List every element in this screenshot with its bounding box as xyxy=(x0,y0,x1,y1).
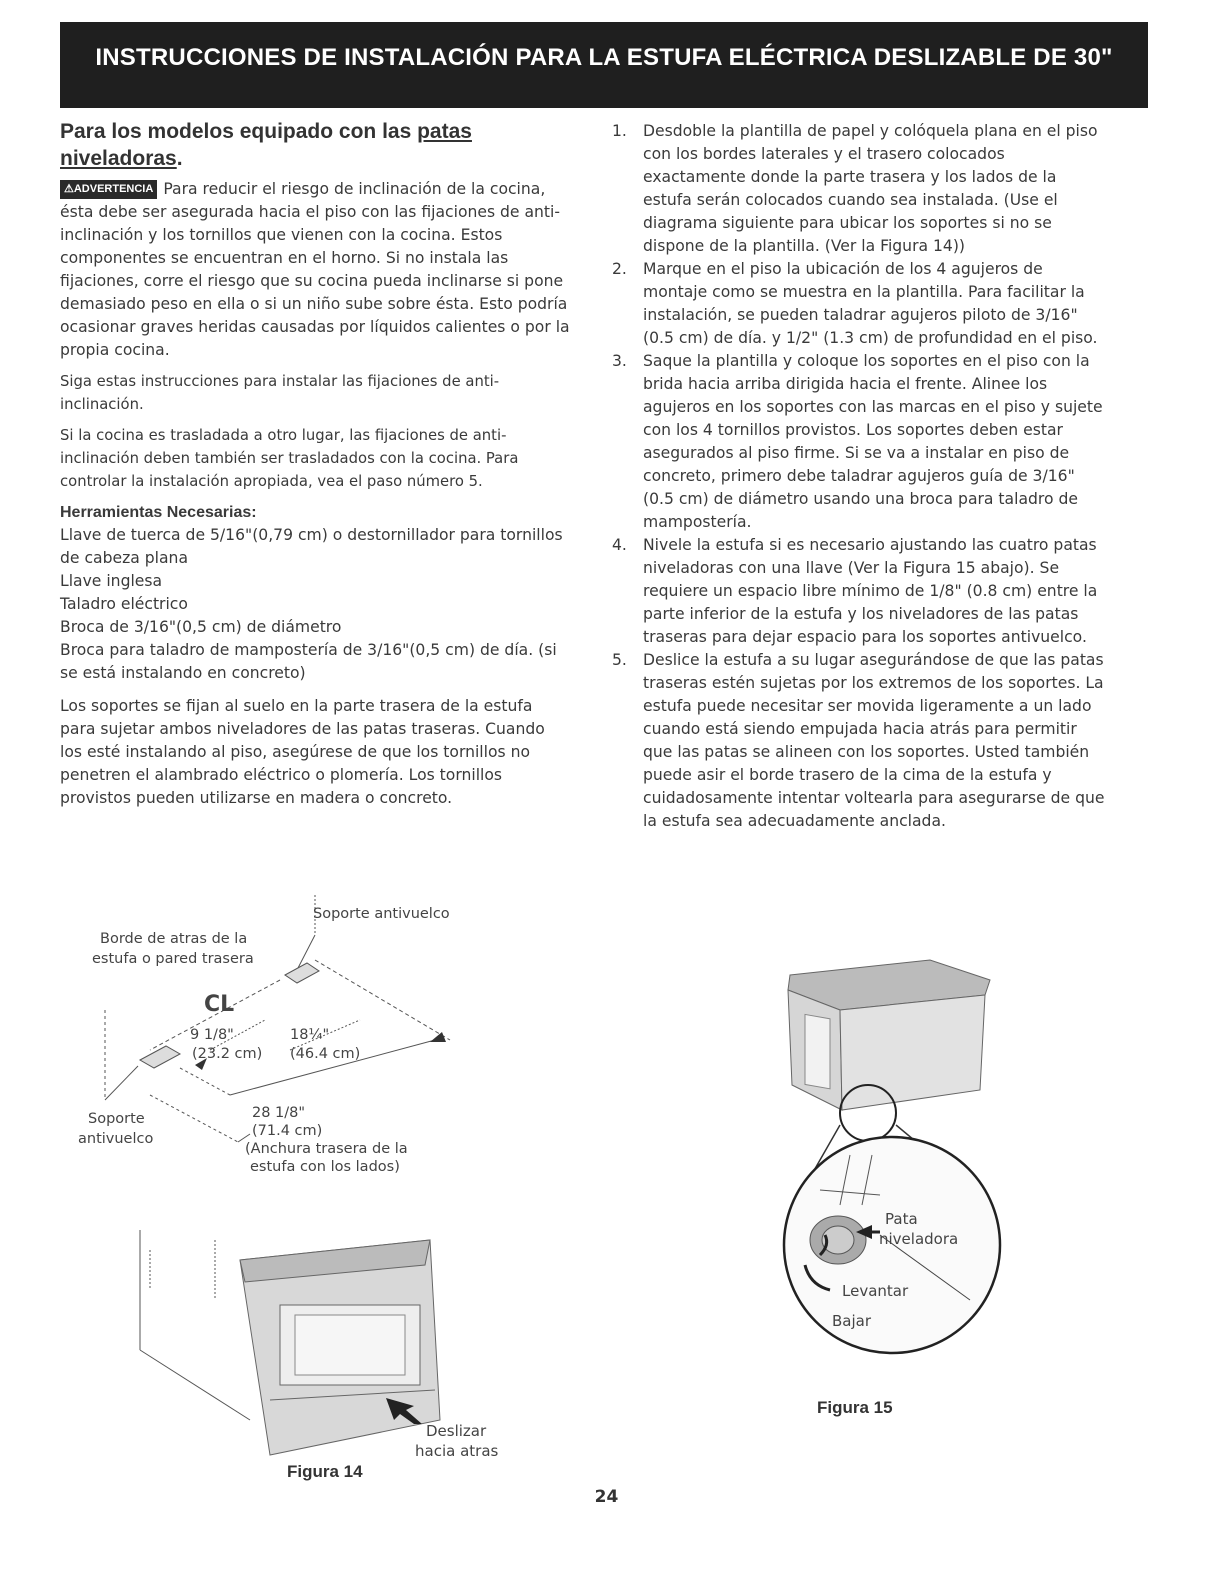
dim-width-note-2: estufa con los lados) xyxy=(250,1159,400,1175)
left-column xyxy=(60,118,570,818)
heading-end: . xyxy=(176,147,183,170)
step-text: Marque en el piso la ubicación de los 4 agujeros de montaje como se muestra en la plantilla. Para facilitar la instalación, se pueden taladrar agujeros piloto de 3/16" (0.5 cm) de día. y 1/2" (1.3 cm) de profundidad en el piso. xyxy=(643,260,1098,347)
warning-paragraph xyxy=(60,178,570,362)
dim-offset-cm: (23.2 cm) xyxy=(192,1046,263,1062)
step-item xyxy=(612,120,1110,258)
step-text: Saque la plantilla y coloque los soportes en el piso con la brida hacia arriba dirigida hacia el frente. Alinee los agujeros en los soportes con las marcas en el piso y sujete con los 4 tornillos provistos. Los soportes deben estar asegurados al piso firme. Si se va a instalar en piso de concreto, primero debe taladrar agujeros guía de 3/16" (0.5 cm) de diámetro usando una broca para taladro de mampostería. xyxy=(643,352,1103,531)
label-pata-2: niveladora xyxy=(879,1230,959,1248)
label-borde-line1: Borde de atras de la xyxy=(100,931,248,947)
warning-text: Para reducir el riesgo de inclinación de la cocina, ésta debe ser asegurada hacia el piso con las fijaciones de anti-inclinación y los tornillos que vienen con la cocina. Estos componentes se encuentran en el horno. Si no instala las fijaciones, corre el riesgo que su cocina pueda inclinarse si pone demasiado peso en ella o si un niño sube sobre ésta. Esto podría ocasionar graves heridas causadas por líquidos calientes o por la propia cocina. xyxy=(60,180,570,359)
title-banner xyxy=(60,22,1148,108)
step-text: Nivele la estufa si es necesario ajustando las cuatro patas niveladoras con una llave (Ver la Figura 15 abajo). Se requiere un espacio libre mínimo de 1/8" (0.8 cm) entre la parte inferior de la estufa y los niveladores de las patas traseras para dejar espacio para los soportes antivuelco. xyxy=(643,536,1098,646)
tool-item: Broca para taladro de mampostería de 3/16"(0,5 cm) de día. (si se está instalando en concreto) xyxy=(60,641,557,682)
step-item xyxy=(612,350,1110,534)
dim-width-in: 28 1/8" xyxy=(252,1105,306,1121)
step-number: 3. xyxy=(612,352,627,370)
right-column xyxy=(612,120,1110,833)
figure-14-caption: Figura 14 xyxy=(287,1462,363,1481)
dim-offset-in: 9 1/8" xyxy=(190,1027,234,1043)
label-bajar: Bajar xyxy=(832,1312,872,1330)
paragraph-brackets: Los soportes se fijan al suelo en la parte trasera de la estufa para sujetar ambos niveladores de las patas traseras. Cuando los esté instalando al piso, asegúrese de que los tornillos no penetren el alambrado eléctrico o plomería. Los tornillos provistos pueden utilizarse en madera o concreto. xyxy=(60,697,545,807)
tool-item: Llave de tuerca de 5/16"(0,79 cm) o destornillador para tornillos de cabeza plana xyxy=(60,526,563,567)
installation-steps xyxy=(612,120,1110,833)
step-number: 5. xyxy=(612,651,627,669)
step-text: Deslice la estufa a su lugar asegurándose de que las patas traseras estén sujetas por los extremos de los soportes. La estufa puede necesitar ser movida ligeramente a un lado cuando está siendo empujada hacia atrás para permitir que las patas se alineen con los soportes. Usted también puede asir el borde trasero de la cima de la estufa y cuidadosamente intentar voltearla para asegurarse de que la estufa sea adecuadamente anclada. xyxy=(643,651,1105,830)
label-centerline: CL xyxy=(204,992,235,1017)
tools-heading: Herramientas Necesarias: xyxy=(60,504,257,521)
warning-badge: ⚠ADVERTENCIA xyxy=(60,180,157,199)
page-number: 24 xyxy=(594,1487,619,1507)
paragraph-relocation: Si la cocina es trasladada a otro lugar, las fijaciones de anti-inclinación deben también ser trasladados con la cocina. Para controlar la instalación apropiada, vea el paso número 5. xyxy=(60,427,519,490)
dim-depth-cm: (46.4 cm) xyxy=(290,1046,361,1062)
dim-width-note-1: (Anchura trasera de la xyxy=(245,1141,408,1157)
tool-item: Llave inglesa xyxy=(60,572,163,590)
tool-item: Broca de 3/16"(0,5 cm) de diámetro xyxy=(60,618,342,636)
label-soporte-left-2: antivuelco xyxy=(78,1131,154,1147)
leveling-leg-illustration xyxy=(780,955,1010,1375)
paragraph-instructions: Siga estas instrucciones para instalar las fijaciones de anti-inclinación. xyxy=(60,373,500,413)
section-heading xyxy=(60,118,570,172)
slide-back-arrow-icon xyxy=(384,1396,424,1426)
dim-depth-in: 18¼" xyxy=(290,1027,330,1043)
step-item xyxy=(612,534,1110,649)
label-pata-1: Pata xyxy=(885,1210,918,1228)
label-deslizar-2: hacia atras xyxy=(415,1442,499,1460)
step-item xyxy=(612,258,1110,350)
step-text: Desdoble la plantilla de papel y colóquela plana en el piso con los bordes laterales y el trasero colocados exactamente donde la parte trasera y los lados de la estufa serán colocados cuando sea instalada. (Use el diagrama siguiente para ubicar los soportes si no se dispone de la plantilla. (Ver la Figura 14)) xyxy=(643,122,1098,255)
step-number: 2. xyxy=(612,260,627,278)
tool-item: Taladro eléctrico xyxy=(60,595,188,613)
label-borde-line2: estufa o pared trasera xyxy=(92,951,254,967)
dim-width-cm: (71.4 cm) xyxy=(252,1123,323,1139)
label-deslizar-1: Deslizar xyxy=(426,1422,487,1440)
step-item xyxy=(612,649,1110,833)
heading-text: Para los modelos equipado con las xyxy=(60,120,418,143)
heading-underlined: patas niveladoras xyxy=(60,120,472,170)
figure-15-caption: Figura 15 xyxy=(817,1398,893,1417)
label-soporte-left-1: Soporte xyxy=(88,1111,145,1127)
label-soporte-top: Soporte antivuelco xyxy=(313,906,450,922)
page-title: INSTRUCCIONES DE INSTALACIÓN PARA LA ESTUFA ELÉCTRICA DESLIZABLE DE 30" xyxy=(95,44,1113,71)
step-number: 4. xyxy=(612,536,627,554)
step-number: 1. xyxy=(612,122,627,140)
label-levantar: Levantar xyxy=(842,1282,909,1300)
